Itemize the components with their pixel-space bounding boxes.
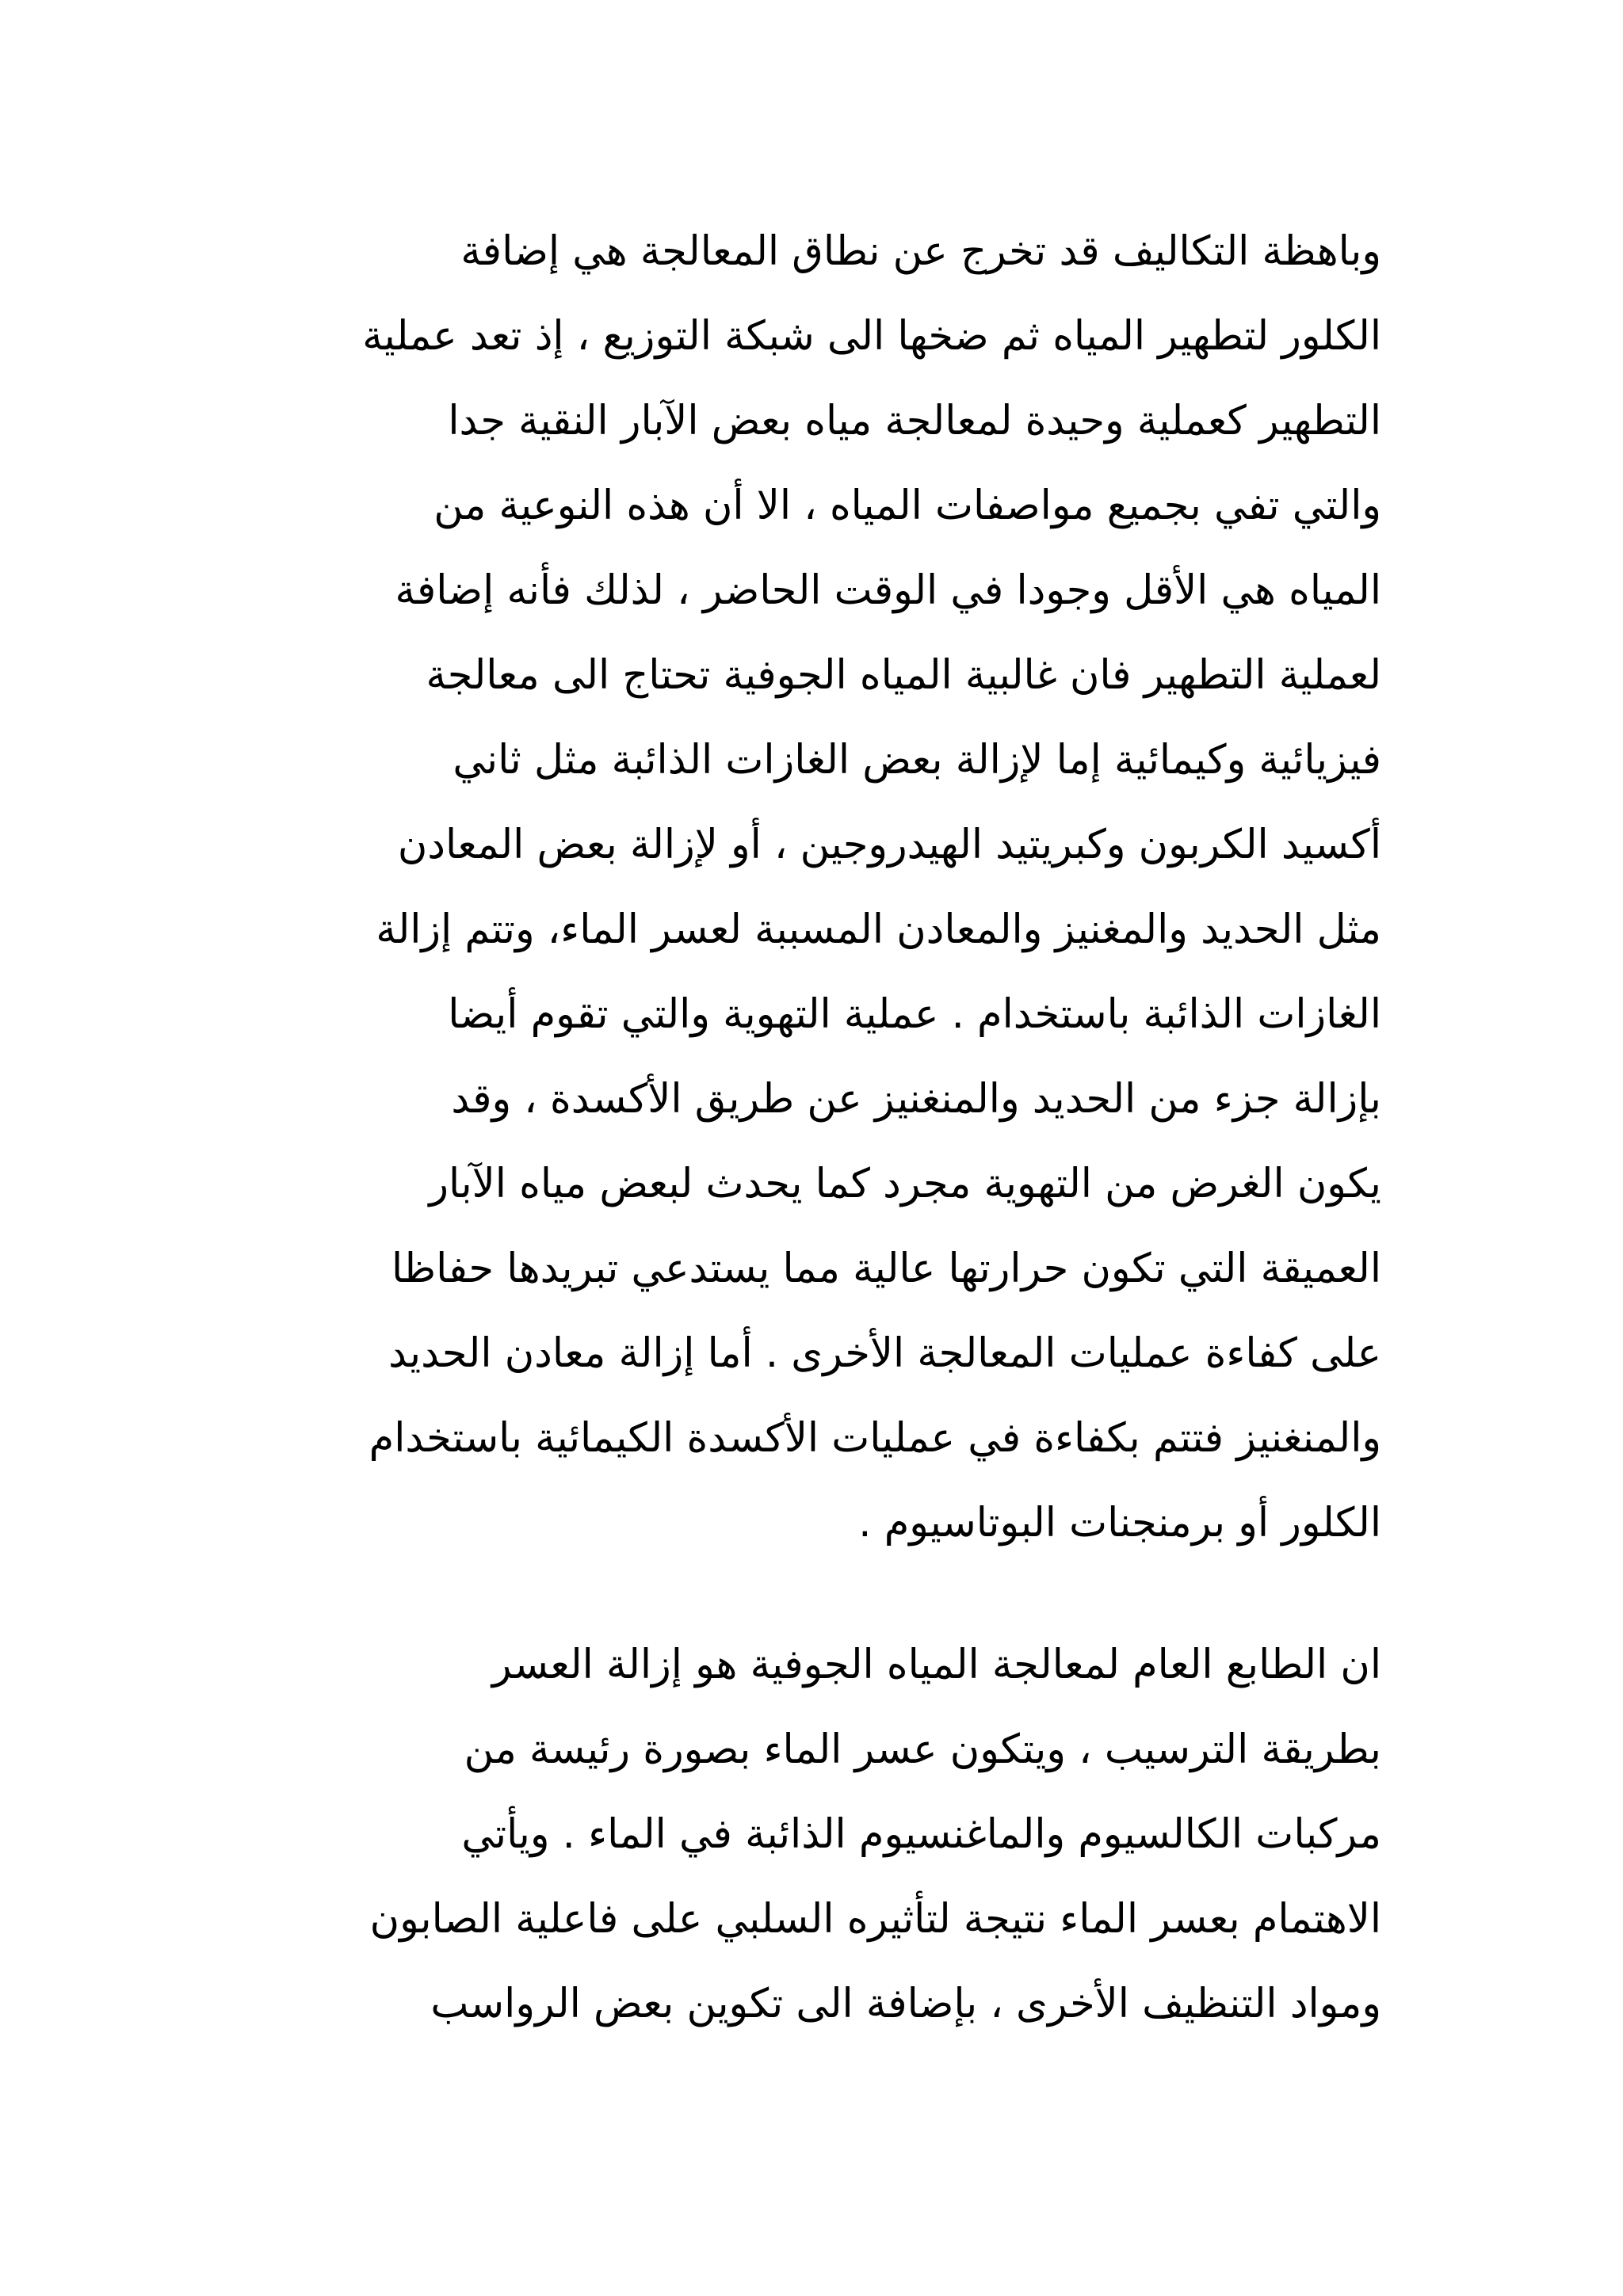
paragraph-line: المياه هي الأقل وجودا في الوقت الحاضر ، لذلك فأنه إضافة [395,567,1381,614]
paragraph-1 [232,209,1381,1566]
paragraph-line: والمنغنيز فتتم بكفاءة في عمليات الأكسدة الكيمائية باستخدام [369,1415,1381,1462]
paragraph-line: بطريقة الترسيب ، ويتكون عسر الماء بصورة رئيسة من [464,1726,1381,1773]
paragraph-line: بإزالة جزء من الحديد والمنغنيز عن طريق الأكسدة ، وقد [451,1076,1381,1123]
paragraph-line: ان الطابع العام لمعالجة المياه الجوفية هو إزالة العسر [491,1642,1381,1688]
paragraph-line: الكلور لتطهير المياه ثم ضخها الى شبكة التوزيع ، إذ تعد عملية [362,313,1381,360]
paragraph-2 [232,1623,1381,2046]
paragraph-line: على كفاءة عمليات المعالجة الأخرى . أما إزالة معادن الحديد [388,1330,1381,1377]
paragraph-line: التطهير كعملية وحيدة لمعالجة مياه بعض الآبار النقية جدا [448,398,1381,444]
paragraph-line: الغازات الذائبة باستخدام . عملية التهوية والتي تقوم أيضا [448,991,1381,1038]
paragraph-line: الاهتمام بعسر الماء نتيجة لتأثيره السلبي على فاعلية الصابون [369,1896,1381,1943]
paragraph-line: ومواد التنظيف الأخرى ، بإضافة الى تكوين بعض الرواسب [430,1981,1381,2027]
paragraph-line: مثل الحديد والمغنيز والمعادن المسببة لعسر الماء، وتتم إزالة [376,906,1381,953]
paragraph-line: مركبات الكالسيوم والماغنسيوم الذائبة في الماء . ويأتي [461,1811,1381,1858]
paragraph-line: وباهظة التكاليف قد تخرج عن نطاق المعالجة هي إضافة [460,228,1381,275]
paragraph-line: فيزيائية وكيمائية إما لإزالة بعض الغازات الذائبة مثل ثاني [453,737,1381,784]
paragraph-line: أكسيد الكربون وكبريتيد الهيدروجين ، أو لإزالة بعض المعادن [397,822,1381,868]
paragraph-line: العميقة التي تكون حرارتها عالية مما يستدعي تبريدها حفاظا [391,1245,1381,1292]
paragraph-line: لعملية التطهير فان غالبية المياه الجوفية تحتاج الى معالجة [426,652,1381,699]
paragraph-line: يكون الغرض من التهوية مجرد كما يحدث لبعض مياه الآبار [429,1161,1381,1207]
paragraph-line: والتي تفي بجميع مواصفات المياه ، الا أن هذه النوعية من [433,482,1381,529]
paragraph-line: الكلور أو برمنجنات البوتاسيوم . [858,1500,1381,1547]
